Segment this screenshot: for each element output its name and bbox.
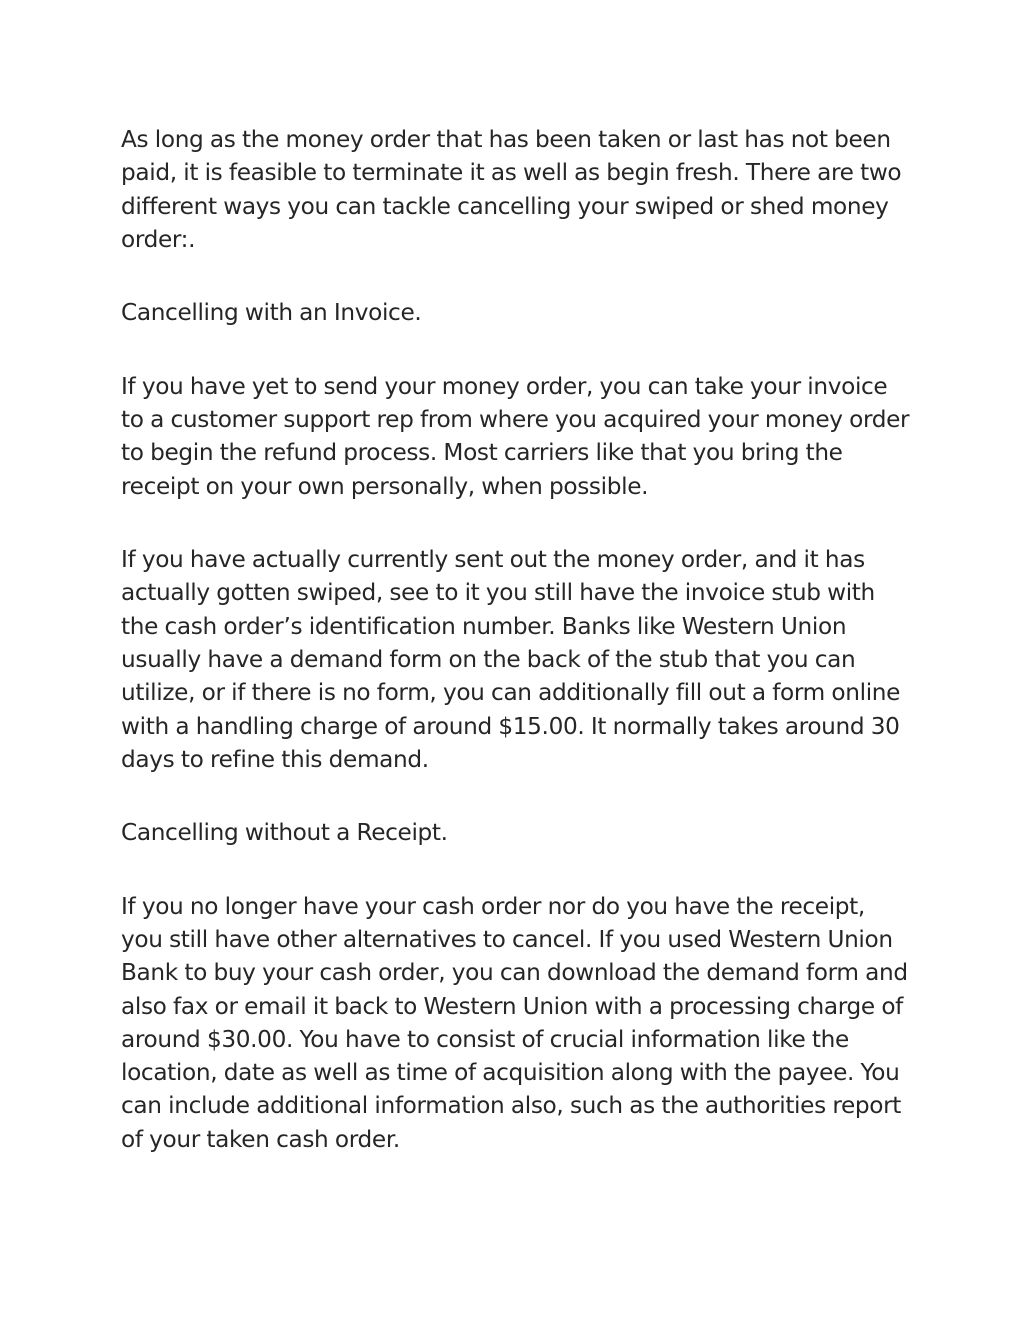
invoice-paragraph-sent: If you have actually currently sent out the money order, and it has actually gotten swiped, see to it you still have the invoice stub with the cash order’s identification number. Banks like Western Union usually have a demand form on the back of the stub that you can utilize, or if there is no form, you can additionally fill out a form online with a handling charge of around $15.00. It normally takes around 30 days to refine this demand. [121, 546, 901, 773]
intro-paragraph: As long as the money order that has been taken or last has not been paid, it is feasible to terminate it as well as begin fresh. There are two different ways you can tackle cancelling your swiped or shed money order:. [121, 126, 902, 253]
document-body [121, 123, 911, 1196]
section-heading-without-receipt: Cancelling without a Receipt. [121, 819, 448, 847]
no-receipt-paragraph: If you no longer have your cash order nor do you have the receipt, you still have other alternatives to cancel. If you used Western Union Bank to buy your cash order, you can download the demand form and also fax or email it back to Western Union with a processing charge of around $30.00. You have to consist of crucial information like the location, date as well as time of acquisition along with the payee. You can include additional information also, such as the authorities report of your taken cash order. [121, 892, 908, 1153]
section-heading-with-invoice: Cancelling with an Invoice. [121, 299, 422, 327]
invoice-paragraph-not-sent: If you have yet to send your money order, you can take your invoice to a customer support rep from where you acquired your money order to begin the refund process. Most carriers like that you bring the receipt on your own personally, when possible. [121, 372, 910, 500]
